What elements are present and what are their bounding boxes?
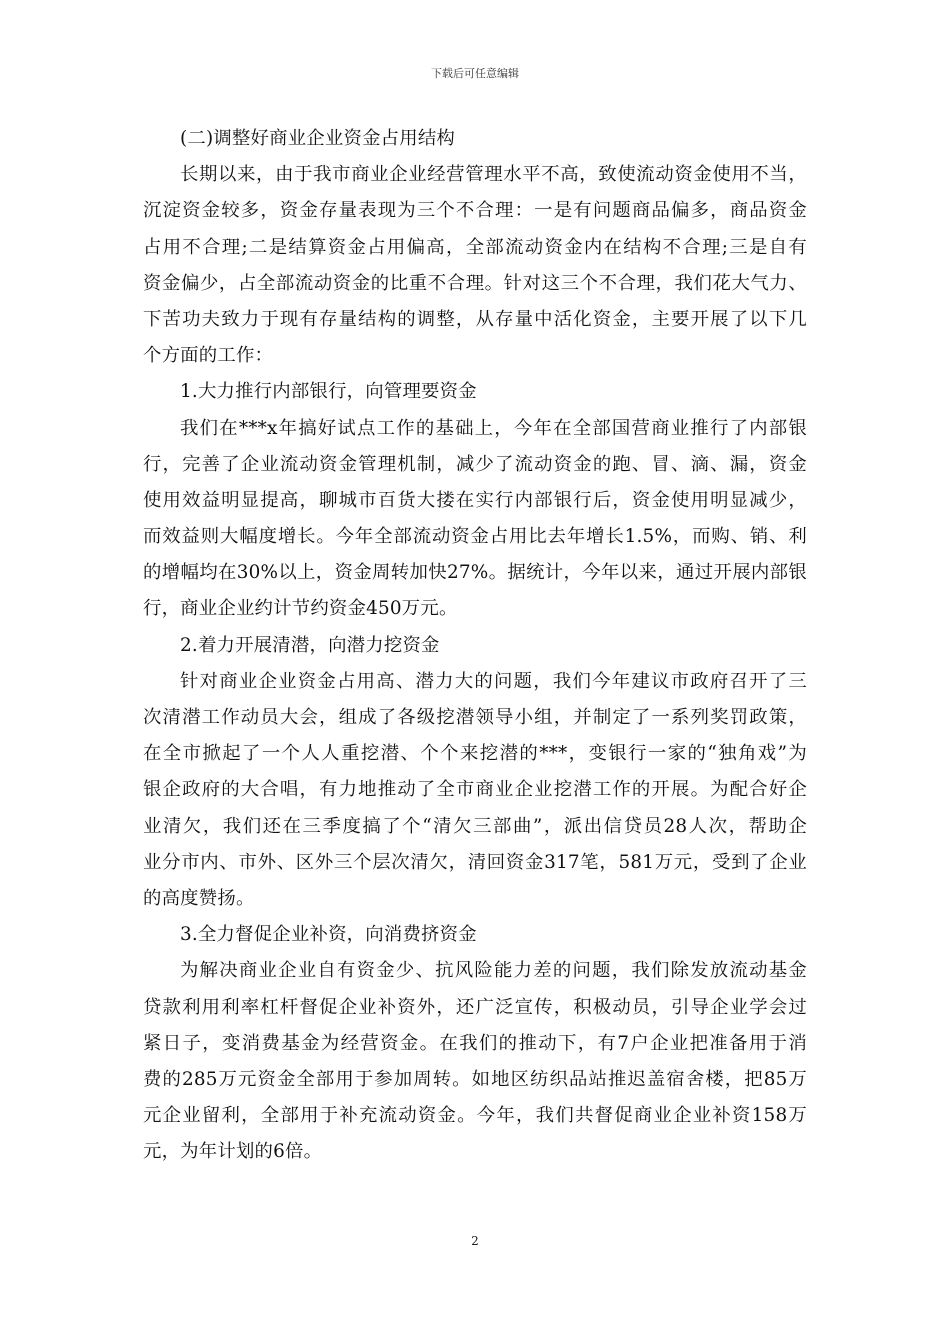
text-line: 的增幅均在30%以上，资金周转加快27%。据统计，今年以来，通过开展内部银 <box>143 562 807 584</box>
text-line: 在全市掀起了一个人人重挖潜、个个来挖潜的***，变银行一家的“独角戏”为 <box>143 743 807 765</box>
text-line: 个方面的工作： <box>143 345 274 367</box>
text-line: 贷款利用利率杠杆督促企业补资外，还广泛宣传，积极动员，引导企业学会过 <box>143 996 807 1018</box>
text-line: 费的285万元资金全部用于参加周转。如地区纺织品站推迟盖宿舍楼，把85万 <box>143 1068 807 1090</box>
page-header: 下载后可任意编辑 <box>431 67 519 80</box>
text-line: 紧日子，变消费基金为经营资金。在我们的推动下，有7户企业把准备用于消 <box>143 1032 807 1054</box>
text-line: 为解决商业企业自有资金少、抗风险能力差的问题，我们除发放流动基金 <box>180 960 807 982</box>
text-line: 沉淀资金较多，资金存量表现为三个不合理：一是有问题商品偏多，商品资金 <box>143 200 807 222</box>
text-line: 1.大力推行内部银行，向管理要资金 <box>180 381 477 403</box>
text-line: 的高度赞扬。 <box>143 887 255 909</box>
text-line: 元，为年计划的6倍。 <box>143 1141 323 1163</box>
text-line: 行，商业企业约计节约资金450万元。 <box>143 598 458 620</box>
document-body <box>143 121 807 1170</box>
text-line: 我们在***x年搞好试点工作的基础上，今年在全部国营商业推行了内部银 <box>180 417 807 439</box>
text-line: 使用效益明显提高，聊城市百货大搂在实行内部银行后，资金使用明显减少， <box>143 489 807 511</box>
text-line: 占用不合理;二是结算资金占用偏高，全部流动资金内在结构不合理;三是自有 <box>143 236 807 258</box>
text-line: 下苦功夫致力于现有存量结构的调整，从存量中活化资金，主要开展了以下几 <box>143 308 807 330</box>
page-number: 2 <box>471 1234 479 1248</box>
text-line: 针对商业企业资金占用高、潜力大的问题，我们今年建议市政府召开了三 <box>180 670 807 692</box>
text-line: 而效益则大幅度增长。今年全部流动资金占用比去年增长1.5%，而购、销、利 <box>143 526 807 548</box>
text-line: 3.全力督促企业补资，向消费挤资金 <box>180 924 477 946</box>
text-line: 长期以来，由于我市商业企业经营管理水平不高，致使流动资金使用不当， <box>180 164 807 186</box>
text-line: 2.着力开展清潜，向潜力挖资金 <box>180 634 440 656</box>
text-line: 行，完善了企业流动资金管理机制，减少了流动资金的跑、冒、滴、漏，资金 <box>143 453 807 475</box>
text-line: 业清欠，我们还在三季度搞了个“清欠三部曲”，派出信贷员28人次，帮助企 <box>143 815 807 837</box>
text-line: (二)调整好商业企业资金占用结构 <box>180 128 456 149</box>
text-line: 银企政府的大合唱，有力地推动了全市商业企业挖潜工作的开展。为配合好企 <box>143 779 807 801</box>
text-line: 资金偏少，占全部流动资金的比重不合理。针对这三个不合理，我们花大气力、 <box>143 272 807 294</box>
text-line: 元企业留利，全部用于补充流动资金。今年，我们共督促商业企业补资158万 <box>143 1105 807 1127</box>
text-line: 次清潜工作动员大会，组成了各级挖潜领导小组，并制定了一系列奖罚政策， <box>143 707 807 728</box>
text-line: 业分市内、市外、区外三个层次清欠，清回资金317笔，581万元，受到了企业 <box>143 851 807 873</box>
